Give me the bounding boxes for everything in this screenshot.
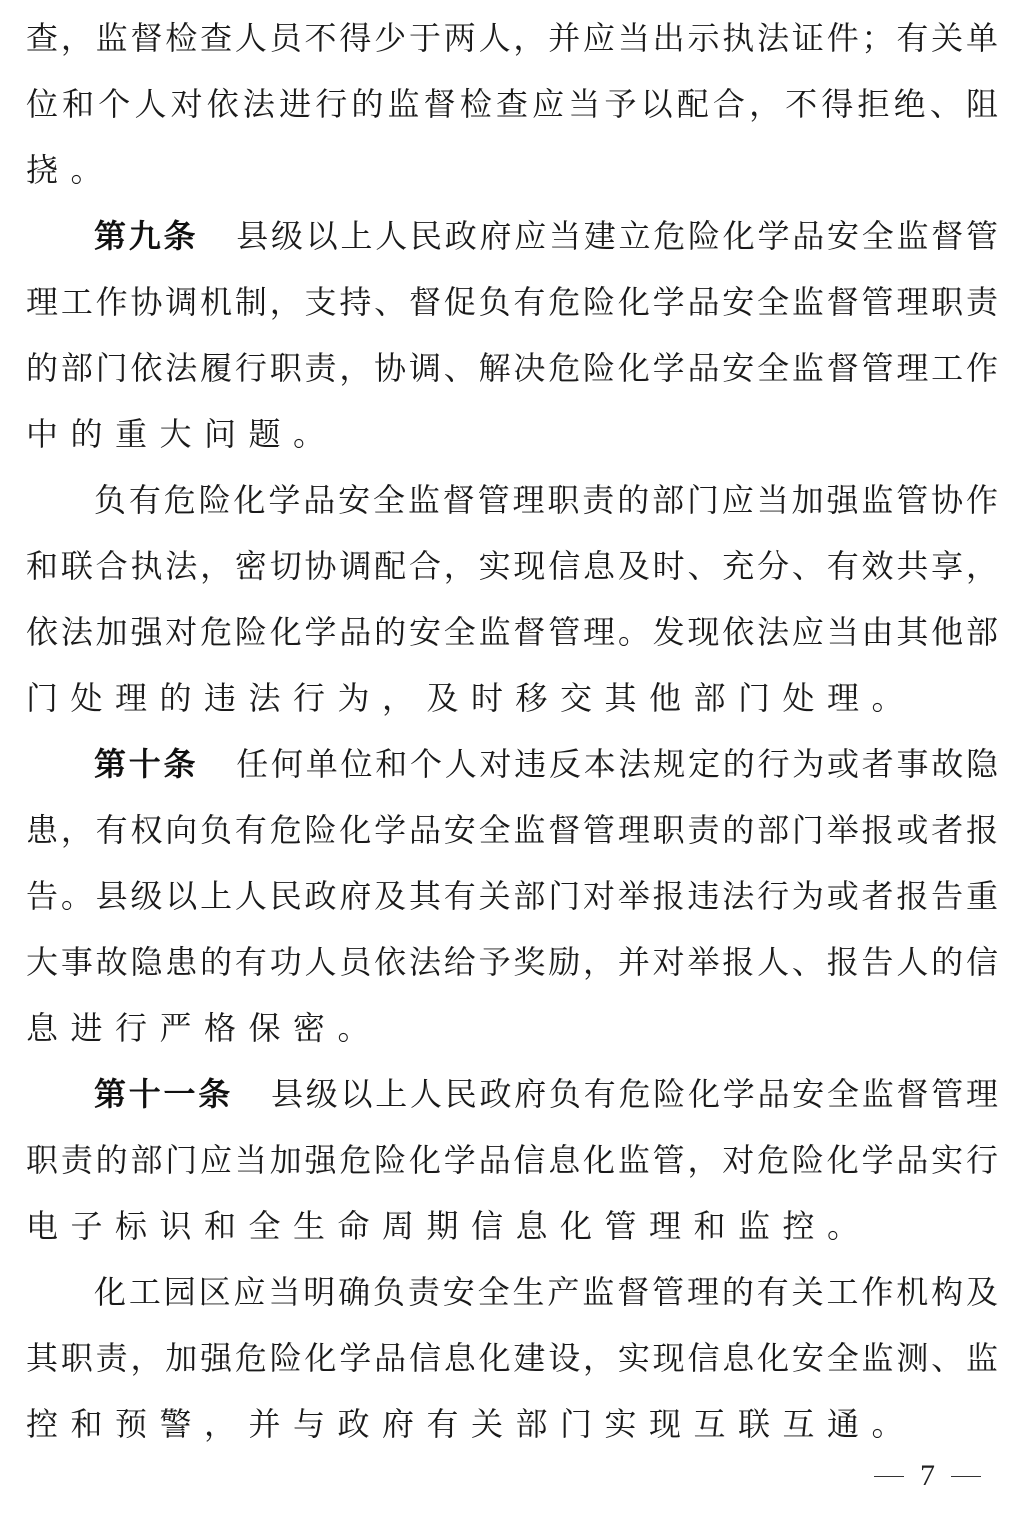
line-text: 大事故隐患的有功人员依法给予奖励，并对举报人、报告人的信: [26, 943, 998, 981]
paragraph-first-line: [94, 1268, 998, 1316]
line-text: 县级以上人民政府负有危险化学品安全监督管理: [271, 1075, 998, 1113]
line-text: 位和个人对依法进行的监督检查应当予以配合，不得拒绝、阻: [26, 85, 998, 123]
line-text: 负有危险化学品安全监督管理职责的部门应当加强监管协作: [94, 481, 998, 519]
text-line: [26, 1334, 998, 1382]
page-number-dash-left: [874, 1476, 904, 1477]
line-text: 依法加强对危险化学品的安全监督管理。发现依法应当由其他部: [26, 613, 998, 651]
line-text: 挠。: [26, 151, 116, 189]
text-line: [26, 872, 998, 920]
line-text: 县级以上人民政府应当建立危险化学品安全监督管: [236, 217, 998, 255]
text-line: [26, 344, 998, 392]
line-text: 和联合执法，密切协调配合，实现信息及时、充分、有效共享，: [26, 547, 998, 585]
line-text: 理工作协调机制，支持、督促负有危险化学品安全监督管理职责: [26, 283, 998, 321]
line-text: 化工园区应当明确负责安全生产监督管理的有关工作机构及: [94, 1273, 998, 1311]
line-text: 门处理的违法行为，及时移交其他部门处理。: [26, 679, 917, 717]
text-line: [26, 146, 998, 194]
article-heading: 第十一条: [94, 1075, 233, 1113]
page-number-dash-right: [951, 1476, 981, 1477]
line-text: 中的重大问题。: [26, 415, 338, 453]
text-line: [26, 278, 998, 326]
text-line: [26, 1004, 998, 1052]
text-line: [26, 542, 998, 590]
line-text: 患，有权向负有危险化学品安全监督管理职责的部门举报或者报: [26, 811, 998, 849]
text-line: [26, 410, 998, 458]
article-11-first-line: [94, 1070, 998, 1118]
page-number-value: 7: [920, 1459, 935, 1492]
line-text: 职责的部门应当加强危险化学品信息化监管，对危险化学品实行: [26, 1141, 998, 1179]
line-text: 查，监督检查人员不得少于两人，并应当出示执法证件；有关单: [26, 19, 998, 57]
text-line: [26, 806, 998, 854]
paragraph-first-line: [94, 476, 998, 524]
text-line: [26, 1136, 998, 1184]
line-text: 其职责，加强危险化学品信息化建设，实现信息化安全监测、监: [26, 1339, 998, 1377]
text-line: [26, 80, 998, 128]
text-line: [26, 1400, 998, 1448]
article-heading: 第十条: [94, 745, 199, 783]
text-line: [26, 1202, 998, 1250]
page-number: [858, 1454, 988, 1498]
text-line: [26, 938, 998, 986]
line-text: 息进行严格保密。: [26, 1009, 383, 1047]
line-text: 告。县级以上人民政府及其有关部门对举报违法行为或者报告重: [26, 877, 998, 915]
text-line: [26, 674, 998, 722]
article-10-first-line: [94, 740, 998, 788]
line-text: 电子标识和全生命周期信息化管理和监控。: [26, 1207, 872, 1245]
article-heading: 第九条: [94, 217, 199, 255]
text-line: [26, 14, 998, 62]
text-line: [26, 608, 998, 656]
line-text: 控和预警，并与政府有关部门实现互联互通。: [26, 1405, 917, 1443]
line-text: 的部门依法履行职责，协调、解决危险化学品安全监督管理工作: [26, 349, 998, 387]
article-9-first-line: [94, 212, 998, 260]
line-text: 任何单位和个人对违反本法规定的行为或者事故隐: [236, 745, 998, 783]
